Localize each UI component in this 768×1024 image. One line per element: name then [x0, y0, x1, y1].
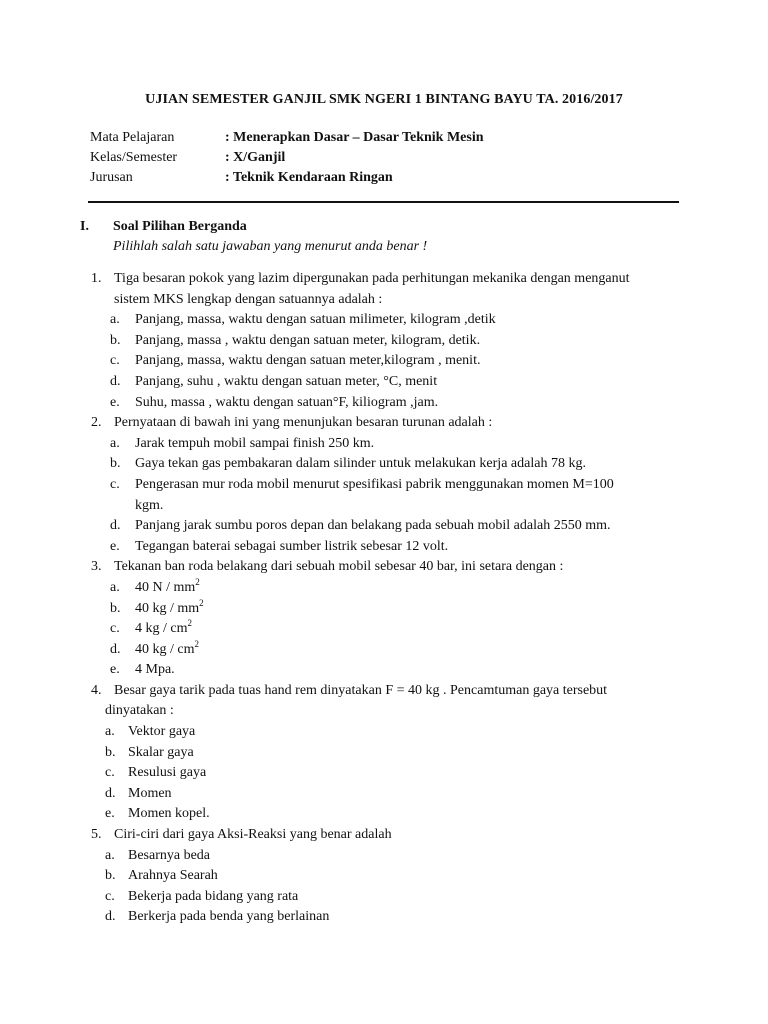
- option-text-wrap: [128, 784, 172, 805]
- answer-option: [0, 640, 768, 661]
- option-text: Panjang, massa, waktu dengan satuan milimeter, kilogram ,detik: [135, 312, 496, 328]
- section-number: I.: [80, 219, 89, 234]
- option-text-wrap: [135, 310, 496, 331]
- question-number: 3.: [91, 559, 102, 575]
- option-text-wrap: [135, 331, 480, 352]
- answer-option: [0, 393, 768, 414]
- info-row-major: [90, 168, 484, 188]
- answer-option: [0, 454, 768, 475]
- answer-option: [0, 887, 768, 908]
- answer-option: [0, 434, 768, 455]
- option-text: Momen: [128, 785, 172, 801]
- option-letter: a.: [105, 847, 115, 863]
- info-label: Kelas/Semester: [90, 150, 178, 165]
- answer-option: [0, 310, 768, 331]
- option-letter: b.: [105, 868, 116, 884]
- question-text: Tekanan ban roda belakang dari sebuah mobil sebesar 40 bar, ini setara dengan :: [114, 559, 564, 575]
- option-text-wrap: [128, 722, 195, 743]
- answer-option: [0, 660, 768, 681]
- exam-title: UJIAN SEMESTER GANJIL SMK NGERI 1 BINTANG BAYU TA. 2016/2017: [145, 92, 623, 107]
- option-letter: b.: [110, 332, 121, 348]
- answer-option: [0, 722, 768, 743]
- option-text-wrap: [135, 619, 192, 640]
- section-instruction: Pilihlah salah satu jawaban yang menurut anda benar !: [113, 239, 428, 254]
- answer-option: [0, 578, 768, 599]
- option-text-wrap: [135, 660, 175, 681]
- question-text: dinyatakan :: [105, 703, 174, 719]
- question-list: [0, 269, 768, 928]
- option-letter: b.: [105, 744, 116, 760]
- option-text-wrap: [135, 475, 614, 496]
- option-text-wrap: [135, 599, 204, 620]
- option-text: Gaya tekan gas pembakaran dalam silinder untuk melakukan kerja adalah 78 kg.: [135, 456, 586, 472]
- question-stem: [0, 269, 768, 290]
- answer-option: [0, 331, 768, 352]
- answer-option: [0, 763, 768, 784]
- option-text: 40 N / mm: [135, 579, 196, 595]
- option-letter: a.: [105, 724, 115, 740]
- answer-option: [0, 743, 768, 764]
- unit-exponent: 2: [199, 597, 204, 608]
- info-value: : X/Ganjil: [225, 150, 286, 165]
- unit-exponent: 2: [194, 638, 199, 649]
- answer-option: [0, 804, 768, 825]
- option-letter: d.: [105, 785, 116, 801]
- option-letter: c.: [105, 888, 115, 904]
- answer-option: [0, 599, 768, 620]
- option-letter: d.: [110, 518, 121, 534]
- option-text: 4 kg / cm: [135, 621, 188, 637]
- option-text: Resulusi gaya: [128, 765, 207, 781]
- option-letter: d.: [105, 909, 116, 925]
- option-text-wrap: [135, 434, 374, 455]
- question-stem-continued: [0, 701, 768, 722]
- option-letter: e.: [105, 806, 115, 822]
- option-text-wrap: [128, 866, 218, 887]
- answer-option: [0, 784, 768, 805]
- option-text-wrap: [128, 743, 194, 764]
- option-text-wrap: [135, 537, 448, 558]
- option-text-wrap: [128, 907, 329, 928]
- option-text-wrap: [135, 640, 199, 661]
- option-text-wrap: [135, 578, 200, 599]
- option-letter: e.: [110, 662, 120, 678]
- option-text: 40 kg / cm: [135, 641, 195, 657]
- option-letter: a.: [110, 312, 120, 328]
- option-text-wrap: [135, 351, 480, 372]
- option-text-wrap: [135, 393, 438, 414]
- answer-option: [0, 351, 768, 372]
- answer-option: [0, 846, 768, 867]
- option-letter: c.: [110, 621, 120, 637]
- question-text: Pernyataan di bawah ini yang menunjukan besaran turunan adalah :: [114, 415, 493, 431]
- info-label: Jurusan: [90, 170, 133, 185]
- option-text: Panjang, massa, waktu dengan satuan meter,kilogram , menit.: [135, 353, 481, 369]
- question-stem: [0, 681, 768, 702]
- section-header: [80, 217, 428, 254]
- unit-exponent: 2: [187, 618, 192, 629]
- question-text: Ciri-ciri dari gaya Aksi-Reaksi yang benar adalah: [114, 827, 392, 843]
- answer-option: [0, 907, 768, 928]
- option-text-wrap: [128, 887, 298, 908]
- option-text-wrap: [128, 763, 206, 784]
- answer-option: [0, 372, 768, 393]
- option-letter: c.: [105, 765, 115, 781]
- question-number: 2.: [91, 415, 102, 431]
- info-row-subject: [90, 128, 484, 148]
- answer-option: [0, 475, 768, 496]
- option-text: 40 kg / mm: [135, 600, 200, 616]
- answer-option: [0, 619, 768, 640]
- option-letter: a.: [110, 435, 120, 451]
- answer-option: [0, 537, 768, 558]
- option-text: Panjang, massa , waktu dengan satuan meter, kilogram, detik.: [135, 332, 481, 348]
- option-text: Besarnya beda: [128, 847, 211, 863]
- question-text: Tiga besaran pokok yang lazim dipergunakan pada perhitungan mekanika dengan menganut: [114, 271, 630, 286]
- option-letter: d.: [110, 373, 121, 389]
- option-text: kgm.: [135, 497, 164, 513]
- info-value: : Menerapkan Dasar – Dasar Teknik Mesin: [225, 130, 484, 145]
- question-stem: [0, 825, 768, 846]
- option-text-wrap: [135, 516, 611, 537]
- option-letter: d.: [110, 641, 121, 657]
- option-letter: c.: [110, 353, 120, 369]
- option-text-wrap: [128, 804, 210, 825]
- info-row-class: [90, 148, 484, 168]
- info-value: : Teknik Kendaraan Ringan: [225, 170, 393, 185]
- exam-info: [90, 128, 484, 188]
- option-text: Momen kopel.: [128, 806, 210, 822]
- question-stem-continued: [0, 290, 768, 311]
- answer-option-continued: [0, 496, 768, 517]
- option-text: Arahnya Searah: [128, 868, 218, 884]
- option-text: Skalar gaya: [128, 744, 194, 760]
- option-text: Jarak tempuh mobil sampai finish 250 km.: [135, 435, 375, 451]
- answer-option: [0, 516, 768, 537]
- option-letter: a.: [110, 579, 120, 595]
- option-text: Panjang jarak sumbu poros depan dan belakang pada sebuah mobil adalah 2550 mm.: [135, 518, 611, 534]
- option-text: Tegangan baterai sebagai sumber listrik sebesar 12 volt.: [135, 538, 449, 554]
- section-title: Soal Pilihan Berganda: [113, 219, 247, 234]
- question-stem: [0, 557, 768, 578]
- option-letter: c.: [110, 476, 120, 492]
- option-text: Berkerja pada benda yang berlainan: [128, 909, 330, 925]
- question-number: 4.: [91, 682, 102, 698]
- question-text: Besar gaya tarik pada tuas hand rem dinyatakan F = 40 kg . Pencamtuman gaya tersebut: [114, 682, 608, 698]
- option-text-wrap: [128, 846, 210, 867]
- option-text-wrap: [135, 454, 586, 475]
- option-text: Bekerja pada bidang yang rata: [128, 888, 299, 904]
- question-text: sistem MKS lengkap dengan satuannya adalah :: [114, 291, 383, 307]
- question-stem: [0, 413, 768, 434]
- option-letter: b.: [110, 600, 121, 616]
- option-letter: e.: [110, 394, 120, 410]
- answer-option: [0, 866, 768, 887]
- question-number: 1.: [91, 271, 102, 286]
- question-number: 5.: [91, 827, 102, 843]
- option-text: Vektor gaya: [128, 724, 196, 740]
- option-text-wrap: [135, 372, 437, 393]
- unit-exponent: 2: [195, 576, 200, 587]
- option-text: Panjang, suhu , waktu dengan satuan meter, °C, menit: [135, 373, 438, 389]
- option-text: Suhu, massa , waktu dengan satuan°F, kiliogram ,jam.: [135, 394, 439, 410]
- option-text: Pengerasan mur roda mobil menurut spesifikasi pabrik menggunakan momen M=100: [135, 476, 614, 492]
- option-letter: b.: [110, 456, 121, 472]
- option-letter: e.: [110, 538, 120, 554]
- header-divider: [88, 201, 679, 203]
- option-text: 4 Mpa.: [135, 662, 175, 678]
- info-label: Mata Pelajaran: [90, 130, 175, 145]
